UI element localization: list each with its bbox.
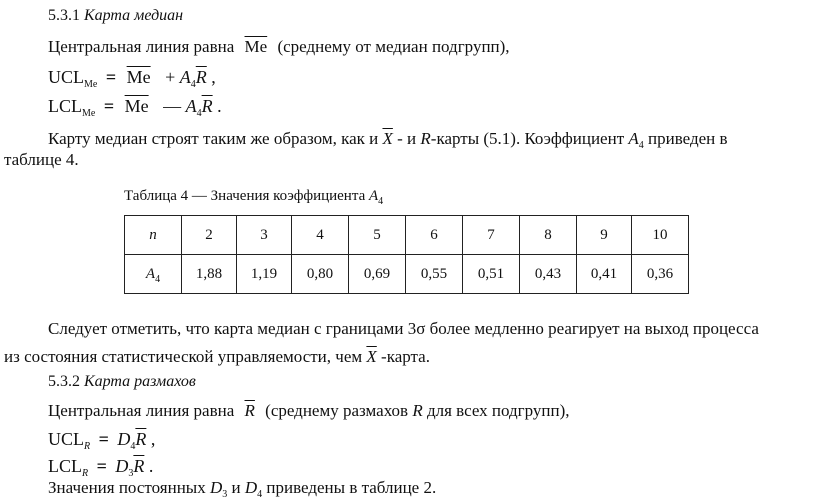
center-suffix: для всех подгрупп),	[426, 401, 570, 420]
equals-sign: =	[105, 67, 117, 87]
n-cell: 6	[406, 216, 463, 255]
center-prefix: Центральная линия равна	[48, 401, 235, 420]
section-number: 5.3.2	[48, 373, 80, 390]
d-subscript: 4	[130, 441, 136, 452]
ucl-subscript: R	[84, 441, 91, 452]
a-symbol: A	[179, 67, 191, 87]
note-line1: Следует отметить, что карта медиан с границами 3σ более медленно реагирует на выход процесса	[48, 319, 759, 338]
comma: ,	[150, 429, 156, 449]
a4-cell: 0,43	[520, 255, 577, 294]
a-symbol: A	[628, 129, 639, 148]
constants-text: приведены в таблице 2.	[266, 478, 437, 497]
section-title: Карта медиан	[84, 7, 184, 24]
note-text: -карта.	[381, 347, 430, 366]
a4-cell: 0,51	[463, 255, 520, 294]
lcl-median-formula	[48, 96, 222, 119]
center-suffix: (среднему размахов	[265, 401, 409, 420]
n-cell: 7	[463, 216, 520, 255]
coefficient-table	[124, 215, 689, 294]
ucl-range-formula	[48, 429, 156, 452]
a4-cell: 0,80	[292, 255, 349, 294]
period: .	[217, 96, 222, 116]
d-symbol: D	[209, 478, 223, 497]
lcl-range-formula	[48, 456, 154, 479]
n-cell: 4	[292, 216, 349, 255]
me-bar-symbol: $\overline{Me}$	[124, 96, 149, 116]
ucl-label: UCL	[48, 429, 84, 449]
constants-note	[48, 478, 437, 500]
x-bar-symbol: $\overline{X}$	[382, 129, 393, 148]
section-heading-532	[48, 374, 196, 390]
table-caption	[124, 188, 384, 207]
me-bar-symbol: $\overline{Me}$	[126, 67, 151, 87]
ucl-label: UCL	[48, 67, 84, 87]
a4-cell: 0,55	[406, 255, 463, 294]
a-symbol: A	[185, 96, 197, 116]
period: .	[148, 456, 154, 476]
r-symbol: R	[420, 129, 431, 148]
caption-symbol: A	[368, 188, 379, 204]
x-bar-symbol: $\overline{X}$	[366, 347, 377, 366]
d-subscript: 3	[128, 468, 134, 479]
r-bar-symbol: $\overline{R}$	[244, 401, 255, 420]
range-center-line-text	[48, 402, 570, 419]
row-label-cell	[125, 255, 182, 294]
table-row	[125, 216, 689, 255]
r-bar-symbol: $\overline{R}$	[195, 67, 207, 87]
d-symbol: D	[115, 456, 129, 476]
section-title: Карта размахов	[84, 373, 196, 390]
ucl-median-formula	[48, 67, 216, 90]
equals-sign: =	[98, 429, 109, 449]
lcl-label: LCL	[48, 96, 82, 116]
caption-text: Таблица 4 — Значения коэффициента	[124, 188, 366, 204]
n-cell: 5	[349, 216, 406, 255]
d-symbol: D	[117, 429, 131, 449]
paragraph-part: - и	[397, 129, 417, 148]
a-subscript: 4	[190, 79, 196, 90]
n-cell: 2	[182, 216, 237, 255]
center-prefix: Центральная линия равна	[48, 37, 235, 56]
paragraph-part: приведен в	[648, 129, 728, 148]
row-label-subscript: 4	[155, 273, 161, 285]
a4-cell: 0,69	[349, 255, 406, 294]
caption-subscript: 4	[378, 196, 384, 207]
n-cell: 8	[520, 216, 577, 255]
a4-cell: 0,36	[632, 255, 689, 294]
me-bar-symbol: $\overline{Me}$	[244, 37, 268, 56]
ucl-subscript: Me	[84, 79, 98, 90]
minus-sign: —	[163, 96, 182, 116]
equals-sign: =	[103, 96, 115, 116]
row-label-symbol: A	[145, 265, 156, 282]
d-symbol: D	[244, 478, 258, 497]
median-center-line-text	[48, 38, 510, 55]
a4-cell: 1,19	[237, 255, 292, 294]
plus-sign: +	[165, 67, 176, 87]
n-cell: 9	[577, 216, 632, 255]
paragraph-part: Карту медиан строят таким же образом, как и	[48, 129, 379, 148]
note-text: из состояния статистической управляемости, чем	[4, 347, 363, 366]
paragraph-part: -карты (5.1). Коэффициент	[430, 129, 625, 148]
r-bar-symbol: $\overline{R}$	[201, 96, 213, 116]
d-subscript: 4	[257, 489, 263, 500]
lcl-subscript: Me	[82, 108, 96, 119]
lcl-subscript: R	[82, 468, 89, 479]
median-chart-paragraph-line2: таблице 4.	[4, 150, 79, 169]
constants-text: Значения постоянных	[48, 478, 206, 497]
section-number: 5.3.1	[48, 7, 80, 24]
r-bar-symbol: $\overline{R}$	[135, 429, 147, 449]
comma: ,	[211, 67, 216, 87]
a4-cell: 0,41	[577, 255, 632, 294]
header-cell-n: n	[125, 216, 182, 255]
lcl-label: LCL	[48, 456, 82, 476]
section-heading-531	[48, 8, 183, 24]
table-row	[125, 255, 689, 294]
n-cell: 3	[237, 216, 292, 255]
n-cell: 10	[632, 216, 689, 255]
conjunction: и	[231, 478, 241, 497]
a4-cell: 1,88	[182, 255, 237, 294]
a-subscript: 4	[196, 108, 202, 119]
d-subscript: 3	[222, 489, 228, 500]
median-chart-paragraph	[48, 129, 728, 151]
center-suffix: (среднему от медиан подгрупп),	[277, 37, 510, 56]
r-symbol: R	[412, 401, 423, 420]
note-line2	[4, 348, 430, 365]
r-bar-symbol: $\overline{R}$	[133, 456, 145, 476]
equals-sign: =	[96, 456, 107, 476]
a-subscript: 4	[638, 140, 644, 151]
